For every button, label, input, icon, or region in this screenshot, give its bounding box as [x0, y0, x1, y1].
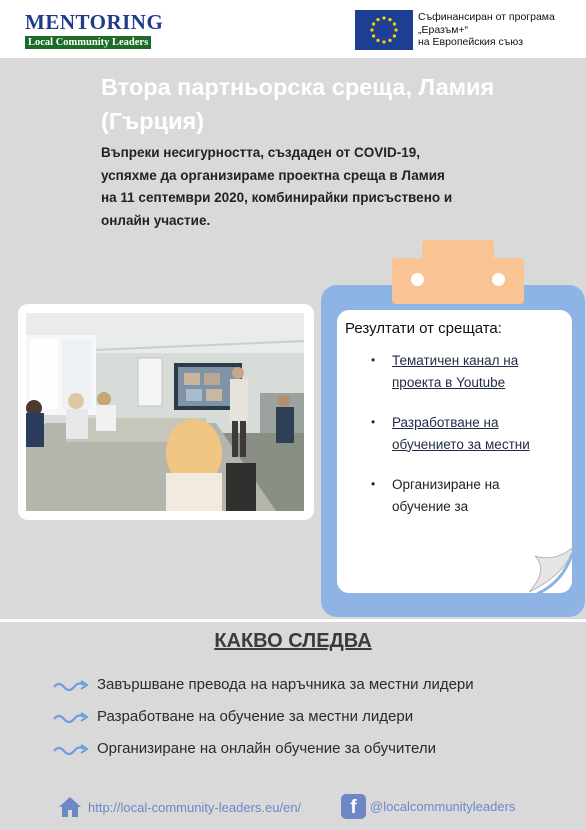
clip-hole	[411, 273, 424, 286]
intro-line: Въпреки несигурността, създаден от COVID-19,	[101, 145, 420, 160]
next-step-item	[53, 706, 573, 738]
title-line: (Гърция)	[101, 108, 205, 134]
paper-curl-icon	[529, 548, 573, 594]
intro-line: онлайн участие.	[101, 212, 211, 228]
next-steps-list	[53, 674, 573, 770]
facebook-icon[interactable]: f	[341, 794, 366, 819]
intro-line: успяхме да организираме проектна среща в Ламия	[101, 167, 445, 183]
home-icon[interactable]	[58, 795, 82, 819]
meeting-photo	[26, 313, 304, 511]
next-step-item	[53, 674, 573, 706]
next-steps-title	[0, 630, 586, 653]
logo-title: MENTORING	[25, 10, 164, 34]
logo-subtitle: Local Community Leaders	[25, 36, 151, 49]
eu-line: на Европейския съюз	[418, 36, 524, 48]
eu-cofunded-badge	[355, 10, 573, 52]
eu-line: Съфинансиран от програма	[418, 11, 555, 23]
intro-paragraph	[101, 142, 521, 232]
facebook-handle-link[interactable]: @localcommunityleaders	[370, 799, 516, 814]
results-title: Резултати от срещата:	[345, 320, 502, 337]
intro-line: на 11 септември 2020, комбинирайки присъствено и	[101, 190, 453, 205]
next-step-text: Разработване на обучение за местни лидери	[97, 708, 414, 725]
mentoring-logo	[25, 12, 170, 48]
wave-bullet-icon	[53, 711, 91, 725]
wave-bullet-icon	[53, 679, 91, 693]
next-steps-title-text: КАКВО СЛЕДВА	[214, 630, 372, 652]
eu-line: „Еразъм+“	[418, 23, 469, 36]
next-step-text: Завършване превода на наръчника за местни лидери	[97, 676, 474, 693]
section-divider	[0, 619, 586, 622]
results-list	[371, 350, 561, 517]
results-link-training[interactable]: • Разработване на обучението за местни	[371, 412, 561, 455]
website-link[interactable]: http://local-community-leaders.eu/en/	[88, 800, 302, 815]
clip-hole	[492, 273, 505, 286]
results-link-youtube[interactable]: • Тематичен канал на проекта в Youtube	[371, 350, 561, 393]
next-step-item	[53, 738, 573, 770]
eu-text	[418, 11, 555, 49]
results-item: • Организиране на обучение за	[371, 474, 561, 517]
page-title	[101, 70, 541, 138]
wave-bullet-icon	[53, 743, 91, 757]
eu-flag-icon	[355, 10, 413, 50]
next-step-text: Организиране на онлайн обучение за обучители	[97, 740, 437, 757]
title-line: Втора партньорска среща, Ламия	[101, 74, 495, 100]
